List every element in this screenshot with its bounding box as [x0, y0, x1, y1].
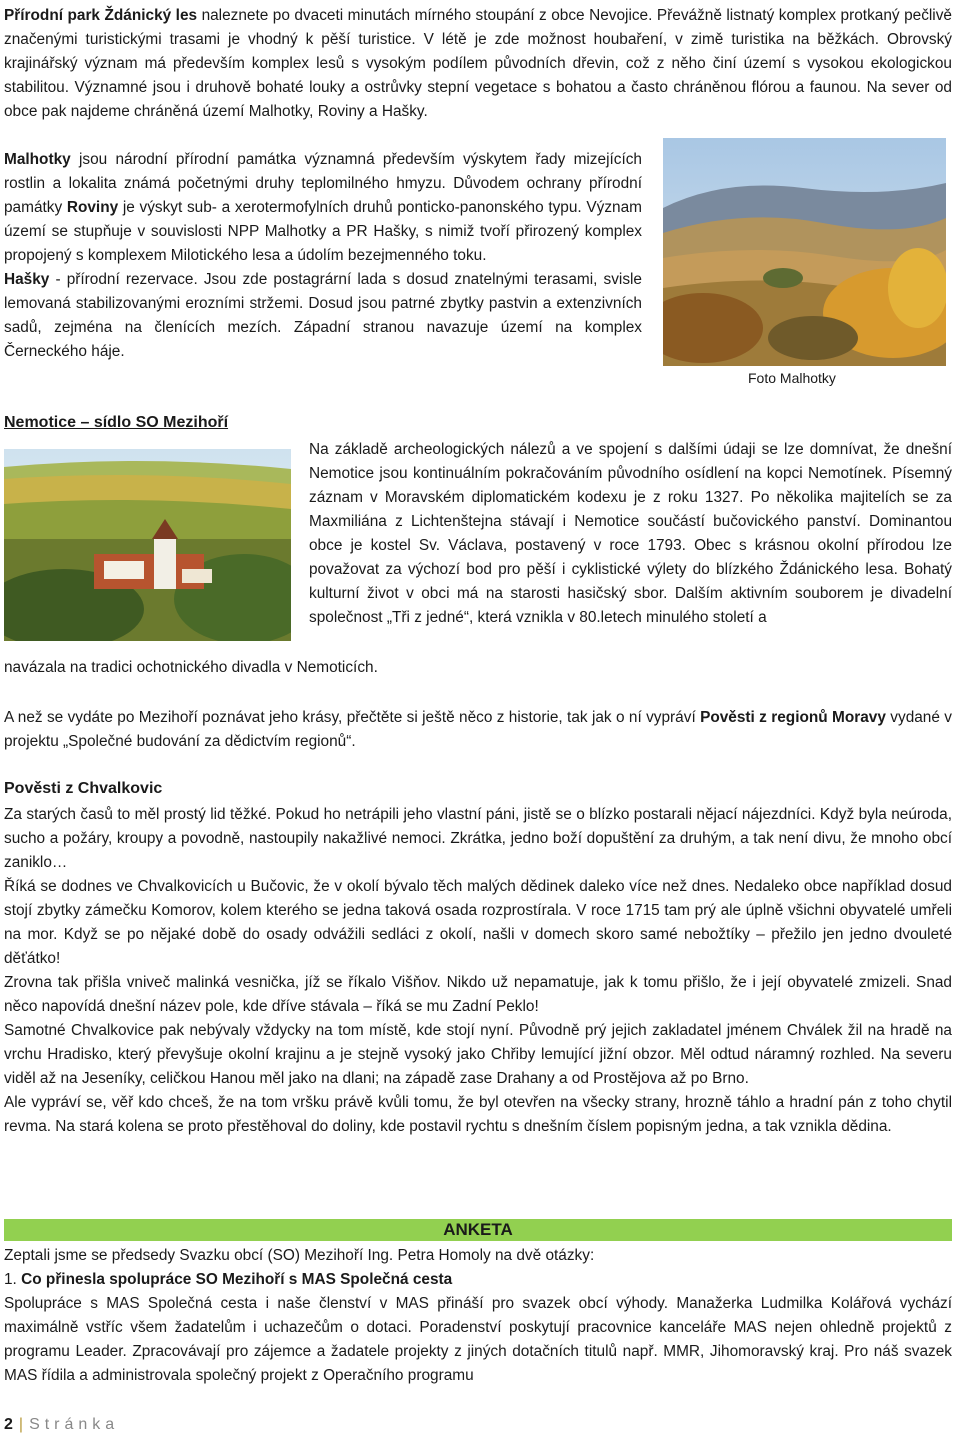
history-intro-end: vydané v projektu „Společné budování za dědictvím regionů“.	[4, 709, 952, 750]
povesti-paragraph-4: Samotné Chvalkovice pak nebývaly vždycky na tom místě, kde stojí nyní. Původně prý jejich zakladatel jménem Chválek žil na hradě na vrchu Hradisko, který převyšuje okolní krajinu a je stejně vysoký jako Chřiby lemující jižní obzor. Měl odtud náramný rozhled. Na severu viděl až na Jeseníky, celičkou Hanou měl jako na dlani; na západě zase Drahany a od Prostějova až po Brno.	[4, 1022, 952, 1087]
village-image	[4, 449, 291, 641]
malhotky-photo	[663, 138, 946, 366]
nemotice-paragraph: Na základě archeologických nálezů a ve spojení s dalšími údaji se lze domnívat, že dnešní Nemotice jsou kontinuálním pokračováním původního osídlení na kopci Nemotínek. Písemný záznam v Moravském diplomatickém kodexu je z roku 1327. Po několika majitelích se za Maxmiliána z Lichtenštejna stávají i Nemotice součástí bučovického panství. Dominantou obce je kostel Sv. Václava, postavený v roce 1793. Obec s krásnou okolní přírodou lze považovat za výchozí bod pro pěší i cyklistické výlety do blízkého Ždánického lesa. Bohatý kulturní život v obci má na starosti hasičský sbor. Dalším aktivním souborem je divadelní společnost „Tři z jedné“, která vznikla v 80.letech minulého století a	[309, 441, 952, 626]
povesti-paragraph-3: Zrovna tak přišla vniveč malinká vesnička, jíž se říkalo Višňov. Nikdo už nepamatuje, jak k tomu přišlo, že i její obyvatelé zmizeli. Snad něco napovídá dnešní název pole, kde dříve stávala – říká se mu Zadní Peklo!	[4, 974, 952, 1015]
history-intro-text: A než se vydáte po Mezihoří poznávat jeho krásy, přečtěte si ještě něco z historie, tak jak o ní vypráví	[4, 709, 701, 726]
nemotice-heading: Nemotice – sídlo SO Mezihoří	[4, 414, 229, 431]
history-intro-bold: Pověsti z regionů Moravy	[700, 709, 886, 726]
malhotky-text: jsou národní přírodní památka významná především výskytem řady mizejících rostlin a lokalita známá početnými druhy teplomilného hmyzu. Důvodem ochrany přírodní památky	[4, 151, 642, 216]
intro-text: naleznete po dvaceti minutách mírného stoupání z obce Nevojice. Převážně listnatý komplex protkaný pečlivě značenými turistickými trasami je vhodný k pěší turistice. V létě je zde možnost houbaření, v zimě turistika na běžkách. Obrovský krajinářský význam má především komplex lesů s vysokým podílem původních dřevin, což z něho činí území s vysokou ekologickou stabilitou. Významné jsou i druhově bohaté louky a ostrůvky stepní vegetace s bohatou a často chráněnou flórou a faunou. Na sever od obce pak najdeme chráněná území Malhotky, Roviny a Hašky.	[4, 7, 952, 120]
anketa-body	[4, 1244, 952, 1388]
anketa-question-1	[4, 1268, 952, 1292]
povesti-paragraph-5: Ale vypráví se, věř kdo chceš, že na tom vršku právě kvůli tomu, že byl otevřen na všecky strany, hrozně táhlo a hradní pán z toho chytil revma. Na stará kolena se proto přestěhoval do doliny, kde postavil rychtu s dnešním číslem popisným jedna, a tak vznikla dědina.	[4, 1094, 952, 1135]
hasky-text: - přírodní rezervace. Jsou zde postagrární lada s dosud znatelnými terasami, svisle lemovaná stabilizovanými erozními stržemi. Dosud jsou patrné zbytky pastvin a extenzivních sadů, zejména na členících mezích. Západní stranou navazuje území na komplex Černeckého háje.	[4, 271, 642, 360]
landscape-image	[663, 138, 946, 366]
povesti-paragraph-2: Říká se dodnes ve Chvalkovicích u Bučovic, že v okolí bývalo těch malých dědinek daleko více než dnes. Nedaleko obce například dosud stojí zbytky zámečku Komorov, kolem kterého se jedna taková osada rozprostírala. V roce 1715 tam prý ale úplně všichni obyvatelé umřeli na mor. Když se po nějaké době do osady odvážili sedláci z okolí, našli v domech skoro samé nebožtíky – přežilo jen jedno dvouleté děťátko!	[4, 878, 952, 967]
malhotky-lead: Malhotky	[4, 151, 71, 168]
hasky-lead: Hašky	[4, 271, 50, 288]
povesti-paragraph-1: Za starých časů to měl prostý lid těžké. Pokud ho netrápili jeho vlastní páni, jistě se o blízko postarali nějací nájezdníci. Když byla neúroda, sucho a požáry, kroupy a povodně, nastoupily nakažlivé nemoci. Zkrátka, jedno boží dopuštění za druhým, a tak není divu, že mnoho obcí zaniklo…	[4, 806, 952, 871]
footer-page-word: Stránka	[29, 1416, 120, 1433]
photo-caption: Foto Malhotky	[748, 370, 836, 386]
nemotice-paragraph-end: navázala na tradici ochotnického divadla v Nemoticích.	[4, 659, 378, 676]
intro-paragraph	[4, 4, 952, 124]
povesti-heading: Pověsti z Chvalkovic	[4, 780, 163, 797]
roviny-lead: Roviny	[66, 199, 119, 216]
povesti-body	[4, 803, 952, 1139]
question-text: Co přinesla spolupráce SO Mezihoří s MAS Společná cesta	[21, 1271, 453, 1288]
anketa-title: ANKETA	[4, 1219, 952, 1241]
anketa-answer-1: Spolupráce s MAS Společná cesta i naše členství v MAS přináší pro svazek obcí výhody. Manažerka Ludmilka Kolářová vychází maximálně vstříc všem žadatelům i uchazečům o dotaci. Poradenství poskytují pracovnice kanceláře MAS nejen ohledně projektů z programu Leader. Zpracovávají pro zájemce a žadatele projekty z jiných dotačních titulů např. MMR, Jihomoravský kraj. Pro náš svazek MAS řídila a administrovala společný projekt z Operačního programu	[4, 1295, 952, 1384]
history-intro	[4, 706, 952, 754]
page-number: 2	[4, 1416, 13, 1433]
page-footer	[4, 1416, 119, 1434]
footer-separator: |	[18, 1416, 24, 1433]
malhotky-paragraph	[4, 148, 642, 364]
question-number: 1.	[4, 1271, 17, 1288]
intro-lead: Přírodní park Ždánický les	[4, 7, 198, 24]
roviny-text: je výskyt sub- a xerotermofylních druhů ponticko-panonského typu. Význam území se stupňuje v souvislosti NPP Malhotky a PR Hašky, s nimiž tvoří přirozený komplex propojený s komplexem Milotického lesa a údolím bezejmenného toku.	[4, 199, 642, 264]
anketa-intro: Zeptali jsme se předsedy Svazku obcí (SO) Mezihoří Ing. Petra Homoly na dvě otázky:	[4, 1247, 595, 1264]
nemotice-photo	[4, 449, 291, 641]
